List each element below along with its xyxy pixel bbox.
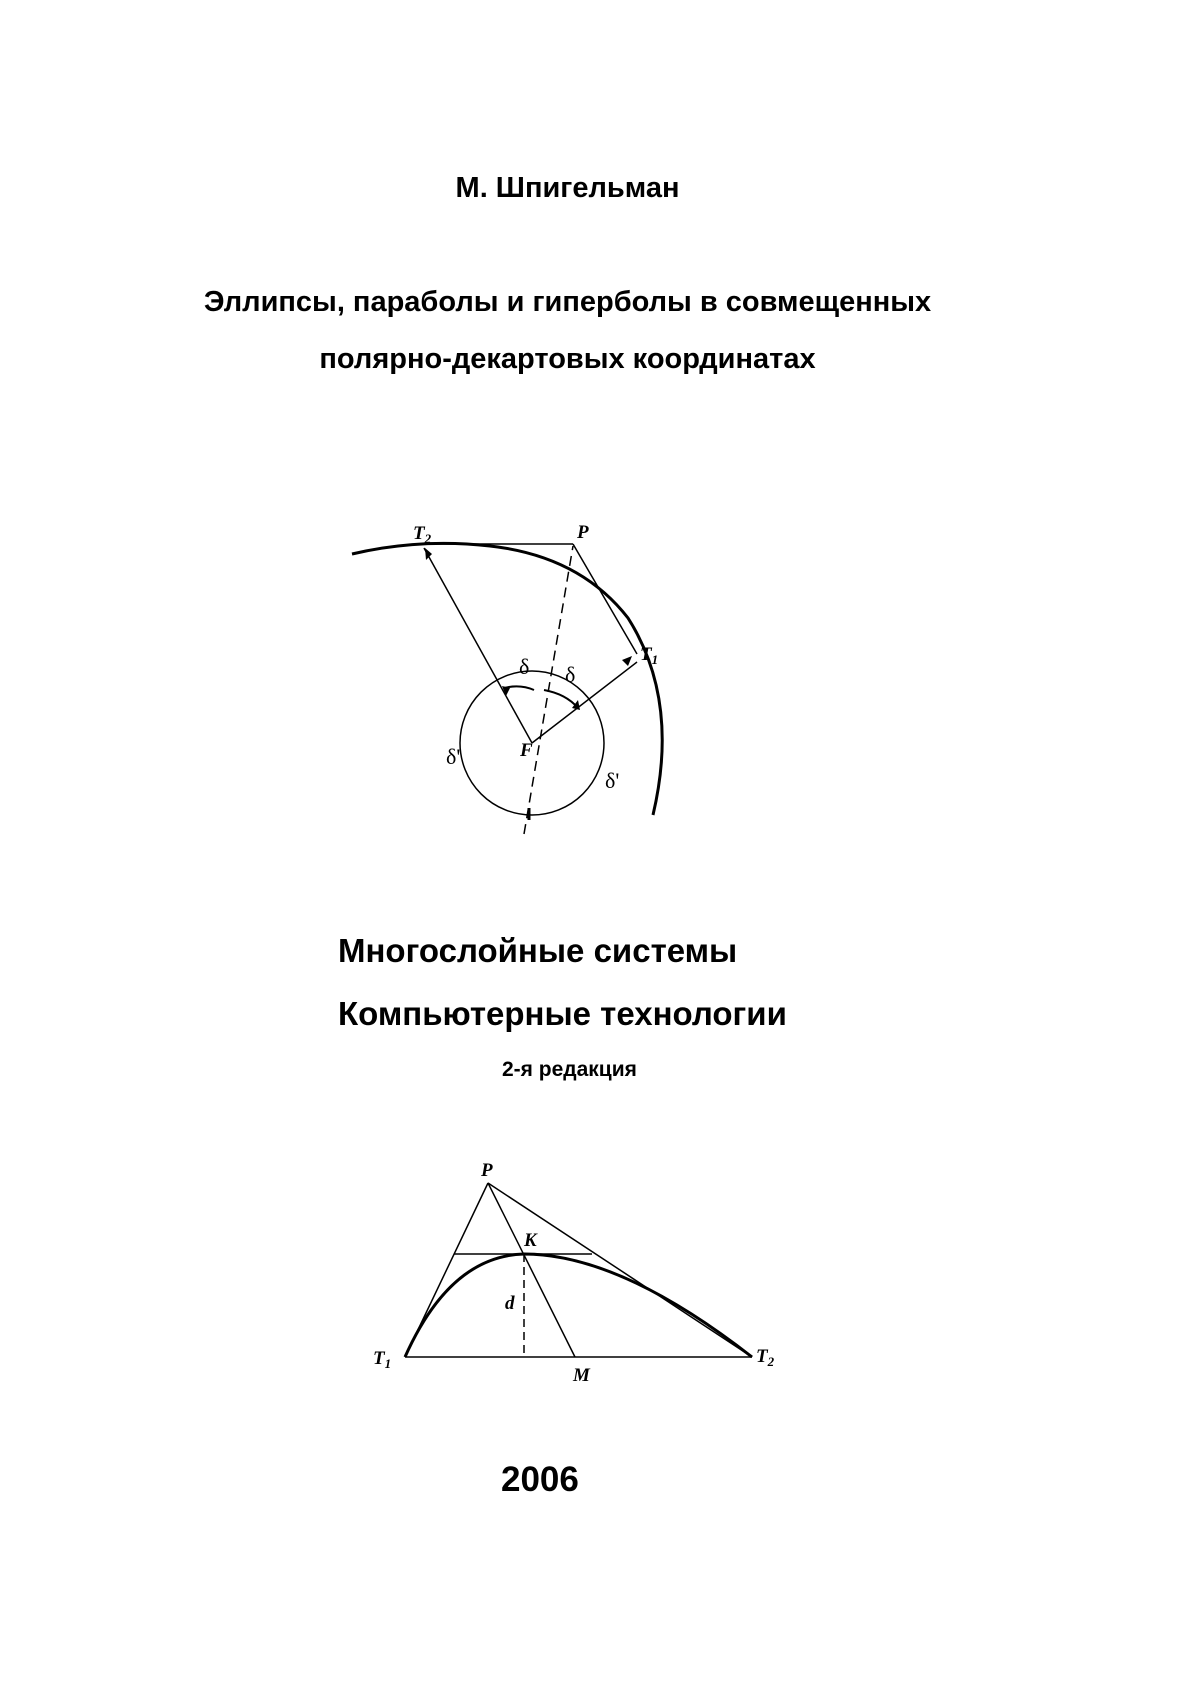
line-p-m [488, 1183, 575, 1357]
label-d: d [505, 1293, 515, 1314]
parabola-arc [405, 1254, 752, 1357]
publication-year: 2006 [501, 1460, 579, 1499]
label-delta-prime-left: δ' [446, 744, 461, 769]
label-t1-2: $T_1$ [373, 1348, 392, 1371]
label-t2: $T_2$ [413, 523, 432, 546]
series-line-2: Компьютерные технологии [338, 995, 787, 1032]
edition-label: 2-я редакция [502, 1058, 637, 1081]
title-line-2: полярно-декартовых координатах [319, 343, 816, 375]
label-delta-prime-right: δ' [605, 768, 620, 793]
label-delta-right: δ [565, 662, 576, 687]
series-line-1: Многослойные системы [338, 932, 738, 969]
label-delta-left: δ [519, 654, 530, 679]
label-m: M [573, 1365, 590, 1386]
title-line-1: Эллипсы, параболы и гиперболы в совмещенных [203, 286, 932, 318]
label-t1: $T_1$ [640, 644, 659, 667]
label-k: K [524, 1230, 537, 1251]
author-name: М. Шпигельман [455, 172, 680, 204]
label-f: F [520, 740, 533, 761]
label-p2: P [481, 1160, 493, 1181]
side-p-t2 [488, 1183, 752, 1357]
label-p: P [577, 522, 589, 543]
label-t2-2: $T_2$ [756, 1346, 775, 1369]
